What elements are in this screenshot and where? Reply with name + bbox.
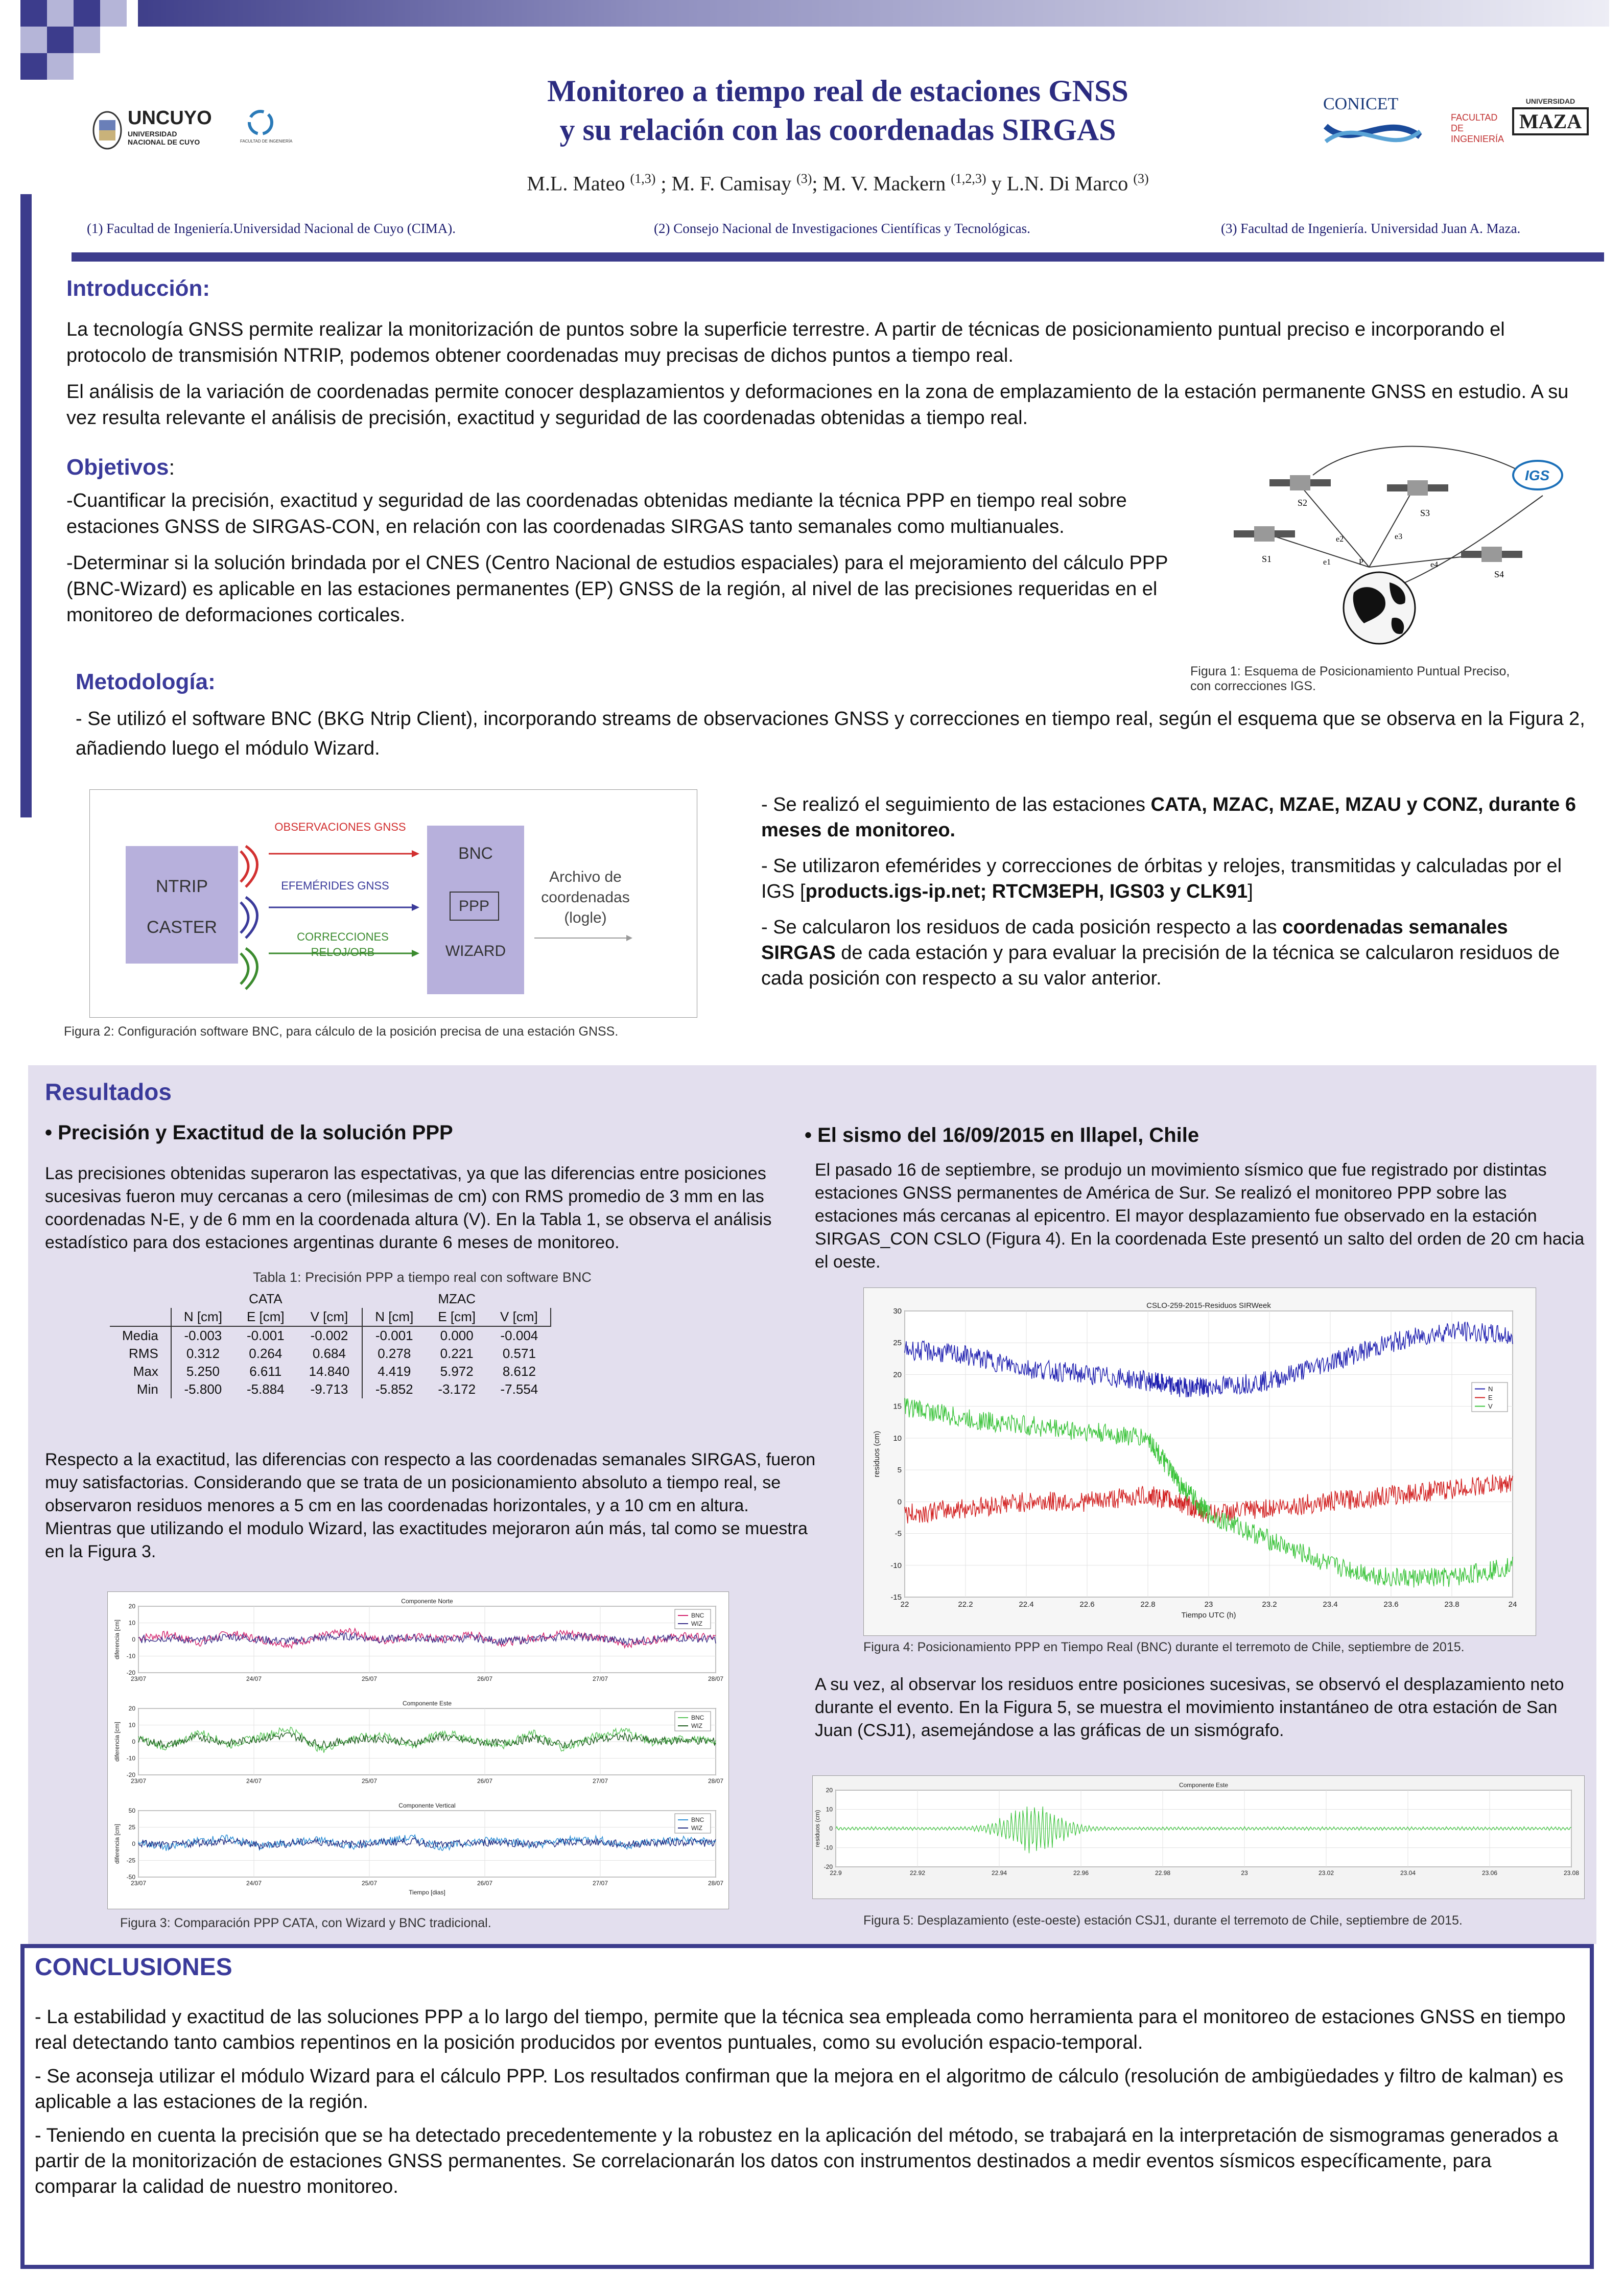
legend xyxy=(675,1712,711,1731)
metodologia-intro: - Se utilizó el software BNC (BKG Ntrip Client), incorporando streams de observaciones GNSS y correcciones en tiempo real, según el esquema que se observa en la Figura 2, añadiendo luego el módulo Wizard. xyxy=(76,708,1585,759)
x-tick-label: 22 xyxy=(900,1600,909,1609)
svg-text:e3: e3 xyxy=(1395,532,1403,541)
table-row: Max 5.250 6.611 14.840 4.419 5.972 8.612 xyxy=(110,1363,551,1380)
x-tick-label: 26/07 xyxy=(477,1777,493,1785)
y-tick-label: 20 xyxy=(826,1787,833,1794)
svg-text:e2: e2 xyxy=(1336,535,1344,544)
svg-text:e1: e1 xyxy=(1323,558,1331,567)
x-tick-label: 26/07 xyxy=(477,1880,493,1887)
affiliation-3: (3) Facultad de Ingeniería. Universidad Juan A. Maza. xyxy=(1221,221,1521,236)
y-tick-label: 30 xyxy=(893,1307,902,1316)
legend xyxy=(675,1814,711,1833)
y-tick-label: 0 xyxy=(829,1825,833,1832)
affiliation-1: (1) Facultad de Ingeniería.Universidad Nacional de Cuyo (CIMA). xyxy=(87,221,456,236)
intro-body: La tecnología GNSS permite realizar la monitorización de puntos sobre la superficie terrestre. A partir de técnicas de posicionamiento puntual preciso e incorporando el protocolo de transmisión NTRIP, podemos obtener coordenadas muy precisas de dichos puntos a tiempo real. El análisis de la variación de coordenadas permite conocer desplazamientos y deformaciones en la zona de emplazamiento de la estación permanente GNSS en estudio. A su vez resulta relevante el análisis de precisión, exactitud y seguridad de las coordenadas obtenidas a tiempo real. xyxy=(66,319,1569,429)
left-accent-bar xyxy=(20,194,32,817)
y-tick-label: -10 xyxy=(126,1652,135,1660)
precision-subheading: • Precisión y Exactitud de la solución PPP xyxy=(45,1121,453,1144)
x-tick-label: 22.96 xyxy=(1073,1869,1089,1877)
chart-panel xyxy=(814,1782,1579,1877)
figure-3-caption: Figura 3: Comparación PPP CATA, con Wizard y BNC tradicional. xyxy=(120,1916,491,1930)
x-tick-label: 22.4 xyxy=(1019,1600,1034,1609)
x-tick-label: 22.9 xyxy=(830,1869,842,1877)
objetivos-heading: Objetivos: xyxy=(66,455,175,480)
figure-1-ppp-schema xyxy=(1211,439,1579,664)
chart-title: Componente Vertical xyxy=(398,1802,456,1809)
chart-title: Componente Norte xyxy=(401,1598,453,1605)
y-tick-label: 15 xyxy=(893,1402,902,1411)
y-tick-label: -20 xyxy=(823,1863,833,1870)
svg-text:coordenadas: coordenadas xyxy=(541,889,630,906)
legend-label: BNC xyxy=(691,1816,704,1823)
y-tick-label: -20 xyxy=(126,1669,135,1676)
svg-text:S3: S3 xyxy=(1420,508,1430,518)
x-tick-label: 23.04 xyxy=(1400,1869,1416,1877)
y-tick-label: 10 xyxy=(128,1619,135,1627)
svg-text:RELOJ/ORB: RELOJ/ORB xyxy=(311,946,375,958)
y-tick-label: 0 xyxy=(132,1840,135,1847)
chart-title: Componente Este xyxy=(402,1700,452,1707)
satellite-icon xyxy=(1387,480,1448,496)
x-tick-label: 28/07 xyxy=(708,1777,724,1785)
svg-text:S4: S4 xyxy=(1494,569,1504,579)
y-tick-label: -20 xyxy=(126,1771,135,1778)
legend-label: WIZ xyxy=(691,1824,702,1832)
x-tick-label: 23.08 xyxy=(1563,1869,1580,1877)
y-axis-label: diferencia [cm] xyxy=(113,1823,121,1864)
x-axis-label: Tiempo UTC (h) xyxy=(1181,1611,1236,1620)
x-tick-label: 23/07 xyxy=(130,1880,147,1887)
exactitud-body: Respecto a la exactitud, las diferencias con respecto a las coordenadas semanales SIRGAS, fueron muy satisfactorias. Considerando que se trata de un posicionamiento absoluto a tiempo real, se observaron residuos menores a 5 cm en las coordenadas horizontales, y a 10 cm en altura. Mientras que utilizando el modulo Wizard, las exactitudes mejoraron aún más, tal como se muestra en la Figura 3. xyxy=(45,1450,816,1561)
legend xyxy=(675,1609,711,1629)
legend-label: BNC xyxy=(691,1612,704,1619)
figure-3-comparison xyxy=(107,1591,729,1909)
svg-text:NTRIP: NTRIP xyxy=(156,877,208,896)
y-tick-label: 20 xyxy=(128,1705,135,1712)
svg-text:S1: S1 xyxy=(1262,554,1272,564)
y-tick-label: -10 xyxy=(126,1754,135,1762)
svg-text:EFEMÉRIDES GNSS: EFEMÉRIDES GNSS xyxy=(281,879,389,892)
y-tick-label: 0 xyxy=(132,1738,135,1745)
x-tick-label: 24/07 xyxy=(246,1675,262,1682)
header-squares xyxy=(20,0,143,87)
table-row: RMS 0.312 0.264 0.684 0.278 0.221 0.571 xyxy=(110,1345,551,1363)
x-tick-label: 25/07 xyxy=(361,1880,378,1887)
y-tick-label: 20 xyxy=(128,1603,135,1610)
legend-label: N xyxy=(1488,1385,1493,1393)
y-tick-label: 5 xyxy=(897,1466,902,1475)
x-tick-label: 22.92 xyxy=(909,1869,926,1877)
objetivos-body: -Cuantificar la precisión, exactitud y seguridad de las coordenadas obtenidas mediante la técnica PPP en tiempo real sobre estaciones GNSS de SIRGAS-CON, en relación con las coordenadas SIRGAS tanto semanales como multianuales. -Determinar si la solución brindada por el CNES (Centro Nacional de estudios espaciales) para el mejoramiento del cálculo PPP (BNC-Wizard) es aplicable en las estaciones permanentes (EP) GNSS de la región, al nivel de las precisiones requeridas en el monitoreo de deformaciones corticales. xyxy=(66,490,1168,626)
y-tick-label: 10 xyxy=(826,1806,833,1813)
igs-icon xyxy=(1513,461,1562,489)
x-tick-label: 23/07 xyxy=(130,1675,147,1682)
y-tick-label: 25 xyxy=(893,1339,902,1348)
svg-text:S2: S2 xyxy=(1298,498,1308,508)
header-gradient-bar xyxy=(138,0,1609,27)
affiliation-2: (2) Consejo Nacional de Investigaciones Científicas y Tecnológicas. xyxy=(654,221,1030,236)
x-tick-label: 24/07 xyxy=(246,1880,262,1887)
sismo-subheading: • El sismo del 16/09/2015 en Illapel, Chile xyxy=(805,1124,1199,1146)
chart-panel xyxy=(873,1301,1517,1620)
figure-2-bnc-config xyxy=(89,789,697,1018)
x-tick-label: 26/07 xyxy=(477,1675,493,1682)
x-tick-label: 23 xyxy=(1204,1600,1213,1609)
x-tick-label: 22.98 xyxy=(1155,1869,1171,1877)
legend-label: WIZ xyxy=(691,1620,702,1627)
y-tick-label: -10 xyxy=(890,1561,902,1570)
x-tick-label: 22.94 xyxy=(991,1869,1007,1877)
y-tick-label: 10 xyxy=(893,1434,902,1443)
x-tick-label: 23.4 xyxy=(1323,1600,1338,1609)
y-tick-label: -5 xyxy=(895,1529,902,1538)
poster-title: Monitoreo a tiempo real de estaciones GNSS y su relación con las coordenadas SIRGAS xyxy=(547,74,1128,147)
y-axis-label: diferencia [cm] xyxy=(113,1619,121,1660)
x-tick-label: 23.06 xyxy=(1481,1869,1498,1877)
chart-title: Componente Este xyxy=(1179,1782,1229,1789)
legend xyxy=(1472,1383,1508,1412)
x-tick-label: 27/07 xyxy=(592,1880,608,1887)
x-tick-label: 22.6 xyxy=(1079,1600,1095,1609)
x-tick-label: 27/07 xyxy=(592,1777,608,1785)
conicet-logo: CONICET xyxy=(1318,95,1451,156)
x-tick-label: 23/07 xyxy=(130,1777,147,1785)
sismo-body: El pasado 16 de septiembre, se produjo un movimiento sísmico que fue registrado por distintas estaciones GNSS permanentes de América de Sur. Se realizó el monitoreo PPP sobre las estaciones más cercanas al epicentro. El mayor desplazamiento fue observado en la estación SIRGAS_CON CSLO (Figura 4). En la coordenada Este presentó un salto del orden de 20 cm hacia el oeste. xyxy=(815,1160,1585,1272)
table-1: CATA MZAC N [cm] E [cm] V [cm] N [cm] E [cm] V [cm] Media -0.003 -0.001 -0.002 -0.001 0.000 -0.004 RMS 0.312 0.264 0.684 0.278 0.221 0.571 Max 5.250 6.611 14.840 4.419 5.972 8.612 Min -5.800 -5.884 -9.713 -5.852 -3.172 -7.554 xyxy=(110,1290,551,1398)
legend-label: BNC xyxy=(691,1714,704,1721)
y-tick-label: -15 xyxy=(890,1593,902,1602)
svg-text:e4: e4 xyxy=(1430,560,1439,569)
y-tick-label: 0 xyxy=(132,1636,135,1643)
table-1-caption: Tabla 1: Precisión PPP a tiempo real con software BNC xyxy=(253,1270,592,1285)
y-tick-label: -25 xyxy=(126,1857,135,1864)
wireless-icon xyxy=(241,846,257,989)
x-tick-label: 28/07 xyxy=(708,1880,724,1887)
table-row: Media -0.003 -0.001 -0.002 -0.001 0.000 -0.004 xyxy=(110,1326,551,1345)
satellite-icon xyxy=(1269,475,1331,490)
globe-icon xyxy=(1344,572,1415,644)
figure-4-caption: Figura 4: Posicionamiento PPP en Tiempo Real (BNC) durante el terremoto de Chile, septiembre de 2015. xyxy=(863,1640,1465,1654)
author-list: M.L. Mateo $^{(1,3)}$ ; M. F. Camisay $^{(3)}$; M. V. Mackern $^{(1,2,3)}$ y L.N. Di Marco $^{(3)}$ xyxy=(527,171,1149,195)
uncuyo-logo: UNCUYO UNIVERSIDAD NACIONAL DE CUYO FACULTAD DE INGENIERÍA xyxy=(92,107,307,153)
legend-label: WIZ xyxy=(691,1722,702,1729)
x-tick-label: 22.2 xyxy=(958,1600,973,1609)
x-tick-label: 27/07 xyxy=(592,1675,608,1682)
y-axis-label: diferencia [cm] xyxy=(113,1721,121,1762)
x-tick-label: 25/07 xyxy=(361,1777,378,1785)
svg-text:BNC: BNC xyxy=(458,844,493,862)
svg-text:P: P xyxy=(1359,558,1363,567)
x-tick-label: 24 xyxy=(1508,1600,1517,1609)
chart-title: CSLO-259-2015-Residuos SIRWeek xyxy=(1146,1301,1271,1310)
precision-body: Las precisiones obtenidas superaron las espectativas, ya que las diferencias entre posiciones sucesivas fueron muy cercanas a cero (milesimas de cm) con RMS promedio de 3 mm en las coordenadas N-E, y de 6 mm en la coordenada altura (V). En la Tabla 1, se observa el análisis estadístico para dos estaciones argentinas durante 6 meses de monitoreo. xyxy=(45,1164,772,1252)
intro-heading: Introducción: xyxy=(66,276,210,301)
y-tick-label: 50 xyxy=(128,1807,135,1814)
conclusiones-body: - La estabilidad y exactitud de las soluciones PPP a lo largo del tiempo, permite que la técnica sea empleada como herramienta para el monitoreo de estaciones GNSS en tiempo real detectando tanto cambios repentinos en la posición producidos por eventos puntuales, como su evolución espacio-temporal. - Se aconseja utilizar el módulo Wizard para el cálculo PPP. Los resultados confirman que la mejora en el algoritmo de cálculo (resolución de ambigüedades y filtro de kalman) es aplicable a las estaciones de la región. - Teniendo en cuenta la precisión que se ha detectado precedentemente y la robustez en la aplicación del método, se trabajará en la interpretación de sismogramas generados a partir de la monitorización de estaciones GNSS permanentes. Se correlacionarán los datos con instrumentos destinados a medir eventos sísmicos específicamente, para comparar la calidad de nuestro monitoreo. xyxy=(35,2006,1566,2197)
figure-2-caption: Figura 2: Configuración software BNC, para cálculo de la posición precisa de una estación GNSS. xyxy=(64,1024,619,1039)
csj1-body: A su vez, al observar los residuos entre posiciones sucesivas, se observó el desplazamiento neto durante el evento. En la Figura 5, se muestra el movimiento instantáneo de otra estación de San Juan (CSJ1), asemejándose a las gráficas de un sismógrafo. xyxy=(815,1675,1564,1740)
satellite-icon xyxy=(1461,547,1522,562)
y-tick-label: 25 xyxy=(128,1823,135,1831)
x-tick-label: 28/07 xyxy=(708,1675,724,1682)
y-axis-label: residuos (cm) xyxy=(873,1431,881,1478)
chart-panel xyxy=(113,1598,723,1682)
x-axis-label: Tiempo [dias] xyxy=(409,1889,445,1896)
x-tick-label: 24/07 xyxy=(246,1777,262,1785)
x-tick-label: 23.6 xyxy=(1383,1600,1399,1609)
table-row: Min -5.800 -5.884 -9.713 -5.852 -3.172 -7.554 xyxy=(110,1380,551,1398)
svg-text:CORRECCIONES: CORRECCIONES xyxy=(297,930,389,943)
chart-panel xyxy=(113,1802,723,1896)
x-tick-label: 23.02 xyxy=(1318,1869,1334,1877)
maza-logo: UNIVERSIDAD MAZA xyxy=(1512,97,1589,148)
conclusiones-heading: CONCLUSIONES xyxy=(35,1954,232,1981)
svg-text:OBSERVACIONES GNSS: OBSERVACIONES GNSS xyxy=(274,821,406,833)
x-tick-label: 23 xyxy=(1241,1869,1248,1877)
svg-text:PPP: PPP xyxy=(458,898,490,915)
svg-text:IGS: IGS xyxy=(1525,467,1550,483)
x-tick-label: 22.8 xyxy=(1140,1600,1156,1609)
metodologia-heading: Metodología: xyxy=(76,669,216,694)
y-tick-label: 20 xyxy=(893,1370,902,1379)
x-tick-label: 23.2 xyxy=(1262,1600,1277,1609)
y-axis-label: residuos (cm) xyxy=(814,1810,821,1847)
svg-text:CASTER: CASTER xyxy=(147,918,217,937)
conclusions-section xyxy=(20,1944,1594,2269)
figure-5-csj1 xyxy=(812,1775,1585,1899)
chart-panel xyxy=(113,1700,723,1785)
svg-text:WIZARD: WIZARD xyxy=(445,943,506,959)
y-tick-label: -50 xyxy=(126,1873,135,1881)
figure-1-caption: Figura 1: Esquema de Posicionamiento Puntual Preciso, con correcciones IGS. xyxy=(1190,664,1510,693)
figure-5-caption: Figura 5: Desplazamiento (este-oeste) estación CSJ1, durante el terremoto de Chile, septiembre de 2015. xyxy=(863,1913,1463,1928)
figure-4-cslo xyxy=(863,1287,1536,1636)
y-tick-label: 10 xyxy=(128,1721,135,1729)
legend-label: E xyxy=(1488,1393,1493,1401)
metodologia-list: - Se realizó el seguimiento de las estaciones CATA, MZAC, MZAE, MZAU y CONZ, durante 6 meses de monitoreo. - Se utilizaron efemérides y correcciones de órbitas y relojes, transmitidas y calculadas por el IGS [products.igs-ip.net; RTCM3EPH, IGS03 y CLK91] - Se calcularon los residuos de cada posición respecto a las coordenadas semanales SIRGAS de cada estación y para evaluar la precisión de la técnica se calcularon residuos de cada posición con respecto a su valor anterior. xyxy=(761,794,1576,989)
satellite-icon xyxy=(1234,526,1295,542)
svg-text:(logle): (logle) xyxy=(564,909,607,926)
svg-text:Archivo de: Archivo de xyxy=(549,869,622,885)
x-tick-label: 25/07 xyxy=(361,1675,378,1682)
fing-maza-logo: FACULTAD DE INGENIERÍA xyxy=(1451,112,1504,144)
x-tick-label: 23.8 xyxy=(1444,1600,1460,1609)
header-rule xyxy=(72,252,1604,262)
resultados-heading: Resultados xyxy=(45,1079,172,1105)
legend-label: V xyxy=(1488,1402,1493,1410)
uncuyo-logo-text: UNCUYO xyxy=(128,107,212,129)
y-tick-label: 0 xyxy=(897,1497,902,1507)
y-tick-label: -10 xyxy=(823,1844,833,1852)
